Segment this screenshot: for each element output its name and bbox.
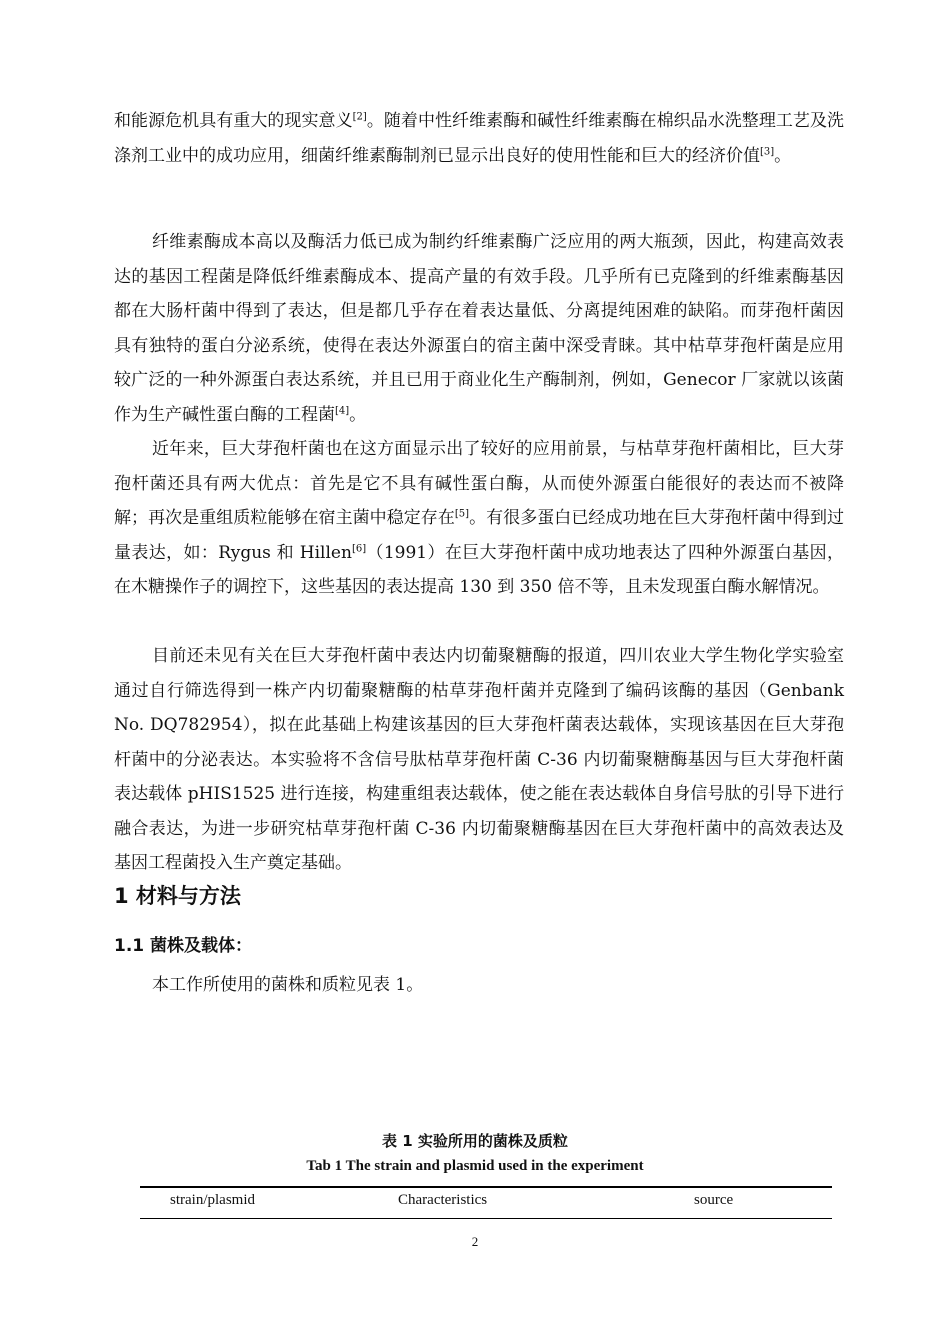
page-number: 2 <box>471 1234 479 1249</box>
table-caption-en: Tab 1 The strain and plasmid used in the experiment <box>306 1158 644 1174</box>
table-header-rule <box>140 1218 832 1219</box>
paragraph-text: 近年来，巨大芽孢杆菌也在这方面显示出了较好的应用前景，与枯草芽孢杆菌相比，巨大芽孢杆菌还具有两大优点：首先是它不具有碱性蛋白酶，从而使外源蛋白能很好的表达而不被降解；再次是重组质粒能够在宿主菌中稳定存在 <box>114 439 844 528</box>
paragraph-3 <box>114 432 844 605</box>
paragraph-text: （1991）在巨大芽孢杆菌中成功地表达了四种外源蛋白基因，在木糖操作子的调控下，这些基因的表达提高 130 到 350 倍不等，且未发现蛋白酶水解情况。 <box>114 542 844 597</box>
paragraph-text: 和能源危机具有重大的现实意义 <box>114 111 353 131</box>
table-header-characteristics: Characteristics <box>398 1192 488 1208</box>
paragraph-text: 。有很多蛋白已经成功地在巨大芽孢杆菌中得到过量表达，如：Rygus 和 Hillen <box>114 508 845 563</box>
section-heading: 1 材料与方法 <box>114 884 241 908</box>
paragraph-4: 目前还未见有关在巨大芽孢杆菌中表达内切葡聚糖酶的报道，四川农业大学生物化学实验室通过自行筛选得到一株产内切葡聚糖酶的枯草芽孢杆菌并克隆到了编码该酶的基因（Genbank No. DQ782954），拟在此基础上构建该基因的巨大芽孢杆菌表达载体，实现该基因在巨大芽孢杆菌中的分泌表达。本实验将不含信号肽枯草芽孢杆菌 C-36 内切葡聚糖酶基因与巨大芽孢杆菌表达载体 pHIS1525 进行连接，构建重组表达载体，使之能在表达载体自身信号肽的引导下进行融合表达，为进一步研究枯草芽孢杆菌 C-36 内切葡聚糖酶基因在巨大芽孢杆菌中的高效表达及基因工程菌投入生产奠定基础。 <box>114 646 844 873</box>
citation-ref: [5] <box>454 508 470 520</box>
paragraph-text: 。 <box>349 404 367 425</box>
paragraph-2 <box>114 225 844 432</box>
subsection-heading: 1.1 菌株及载体： <box>114 936 253 956</box>
paragraph-text: 纤维素酶成本高以及酶活力低已成为制约纤维素酶广泛应用的两大瓶颈，因此，构建高效表达的基因工程菌是降低纤维素酶成本、提高产量的有效手段。几乎所有已克隆到的纤维素酶基因都在大肠杆菌中得到了表达，但是都几乎存在着表达量低、分离提纯困难的缺陷。而芽孢杆菌因具有独特的蛋白分泌系统，使得在表达外源蛋白的宿主菌中深受青睐。其中枯草芽孢杆菌是应用较广泛的一种外源蛋白表达系统，并且已用于商业化生产酶制剂，例如，Genecor 厂家就以该菌作为生产碱性蛋白酶的工程菌 <box>114 232 844 425</box>
citation-ref: [4] <box>335 404 350 416</box>
body-text <box>114 432 844 605</box>
paragraph-text: 。 <box>774 145 792 166</box>
citation-ref: [6] <box>351 542 367 554</box>
table-header-strain: strain/plasmid <box>170 1192 255 1208</box>
body-text <box>114 639 844 881</box>
body-text <box>114 104 844 173</box>
body-text <box>114 225 844 432</box>
paragraph-text: 。随着中性纤维素酶和碱性纤维素酶在棉织品水洗整理工艺及洗涤剂工业中的成功应用，细菌纤维素酶制剂已显示出良好的使用性能和巨大的经济价值 <box>114 111 844 166</box>
citation-ref: [3] <box>760 145 775 157</box>
table-caption-cn: 表 1 实验所用的菌株及质粒 <box>382 1132 568 1150</box>
paragraph-1 <box>114 104 844 173</box>
table-header-source: source <box>694 1192 734 1208</box>
section-text: 本工作所使用的菌株和质粒见表 1。 <box>152 975 424 995</box>
table-top-rule <box>140 1186 832 1188</box>
citation-ref: [2] <box>352 111 367 123</box>
